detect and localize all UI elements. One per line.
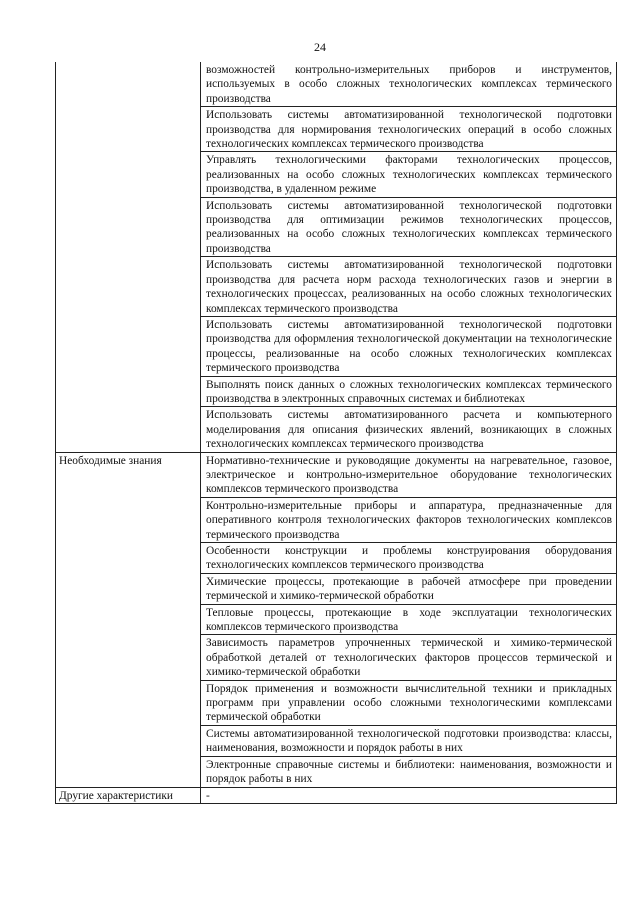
requirement-cell: Использовать системы автоматизированной технологической подготовки производства для оформления технологической документации на технологические процессы, реализованные на особо сложных технологических комплексах термического производства — [201, 316, 617, 376]
table-row — [56, 452, 617, 497]
requirement-cell: Электронные справочные системы и библиотеки: наименования, возможности и порядок работы в них — [201, 756, 617, 787]
section-label — [56, 62, 201, 452]
page-number: 24 — [314, 40, 326, 54]
requirement-cell: возможностей контрольно-измерительных приборов и инструментов, используемых в особо сложных технологических комплексах термического производства — [201, 62, 617, 107]
competency-table — [55, 62, 617, 804]
requirement-cell: - — [201, 787, 617, 803]
requirement-cell: Зависимость параметров упрочненных термической и химико-термической обработкой деталей от технологических факторов процессов термической и химико-термической обработки — [201, 635, 617, 680]
requirement-cell: Тепловые процессы, протекающие в ходе эксплуатации технологических комплексов термического производства — [201, 604, 617, 635]
requirement-cell: Химические процессы, протекающие в рабочей атмосфере при проведении термической и химико-термической обработки — [201, 573, 617, 604]
requirement-cell: Выполнять поиск данных о сложных технологических комплексах термического производства в электронных справочных системах и библиотеках — [201, 376, 617, 407]
requirement-cell: Нормативно-технические и руководящие документы на нагревательное, газовое, электрическое и контрольно-измерительное оборудование технологических комплексов термического производства — [201, 452, 617, 497]
section-label: Другие характеристики — [56, 787, 201, 803]
requirement-cell: Использовать системы автоматизированной технологической подготовки производства для нормирования технологических операций в особо сложных технологических комплексах термического производства — [201, 107, 617, 152]
table-row — [56, 62, 617, 107]
requirement-cell: Управлять технологическими факторами технологических процессов, реализованных на особо сложных технологических комплексах термического производства, в удаленном режиме — [201, 152, 617, 197]
requirement-cell: Особенности конструкции и проблемы конструирования оборудования технологических комплексов термического производства — [201, 543, 617, 574]
table-row — [56, 787, 617, 803]
requirement-cell: Использовать системы автоматизированного расчета и компьютерного моделирования для описания физических явлений, возникающих в сложных технологических комплексах термического производства — [201, 407, 617, 452]
requirement-cell: Контрольно-измерительные приборы и аппаратура, предназначенные для оперативного контроля технологических факторов технологических комплексов термического производства — [201, 497, 617, 542]
requirement-cell: Системы автоматизированной технологической подготовки производства: классы, наименования, возможности и порядок работы в них — [201, 725, 617, 756]
section-label: Необходимые знания — [56, 452, 201, 787]
requirement-cell: Использовать системы автоматизированной технологической подготовки производства для оптимизации режимов технологических процессов, реализованных на особо сложных технологических комплексах термического производства — [201, 197, 617, 257]
requirement-cell: Использовать системы автоматизированной технологической подготовки производства для расчета норм расхода технологических газов и энергии в технологических процессах, реализованных на особо сложных технологических комплексах термического производства — [201, 257, 617, 317]
requirement-cell: Порядок применения и возможности вычислительной техники и прикладных программ при управлении особо сложными технологическими комплексами термической обработки — [201, 680, 617, 725]
